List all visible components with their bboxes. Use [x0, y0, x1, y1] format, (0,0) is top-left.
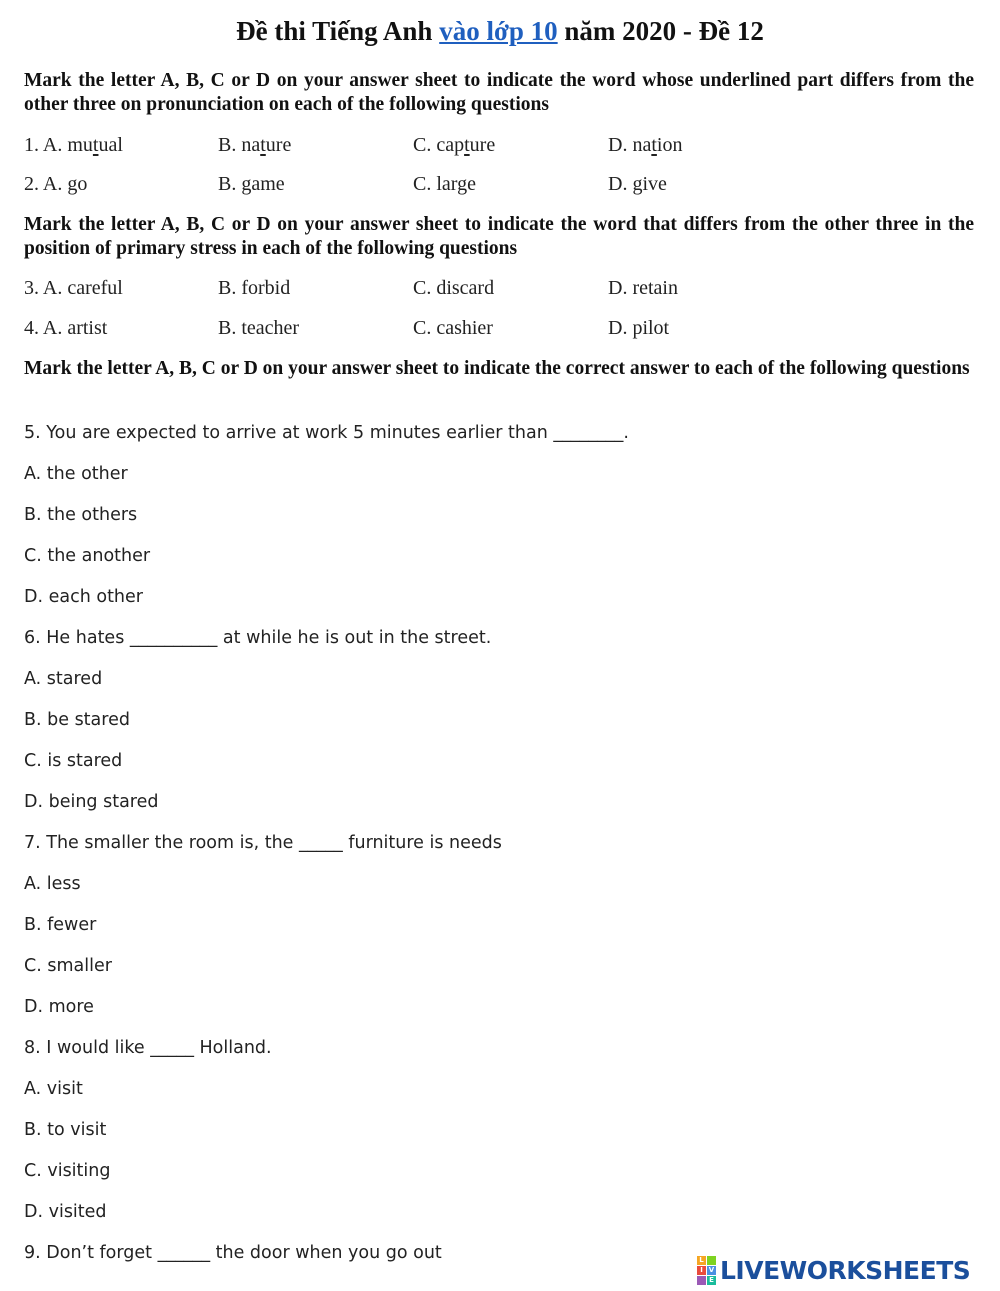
- page-title: [0, 16, 1000, 47]
- question-2-row: [24, 173, 974, 199]
- q6-option-b[interactable]: B. be stared: [24, 710, 130, 730]
- q1-option-a: 1. A. mutual: [24, 134, 123, 156]
- q2-option-a: 2. A. go: [24, 173, 88, 195]
- q4-option-d: D. pilot: [608, 317, 670, 339]
- q7-option-a[interactable]: A. less: [24, 874, 81, 894]
- q1-option-d: D. nation: [608, 134, 683, 156]
- q8-option-d[interactable]: D. visited: [24, 1202, 107, 1222]
- q4-option-c: C. cashier: [413, 317, 493, 339]
- logo-tile: [707, 1256, 716, 1265]
- logo-tile: I: [697, 1266, 706, 1275]
- question-3-row: [24, 277, 974, 303]
- q3-option-a: 3. A. careful: [24, 277, 123, 299]
- instruction-pronunciation: Mark the letter A, B, C or D on your answer sheet to indicate the word whose underlined part differs from the other three on pronunciation on each of the following questions: [24, 70, 974, 115]
- q6-option-d[interactable]: D. being stared: [24, 792, 159, 812]
- q1-option-c: C. capture: [413, 134, 496, 156]
- q4-option-a: 4. A. artist: [24, 317, 108, 339]
- q4-option-b: B. teacher: [218, 317, 300, 339]
- title-suffix: năm 2020 - Đề 12: [557, 16, 764, 46]
- q8-option-a[interactable]: A. visit: [24, 1079, 83, 1099]
- liveworksheets-wordmark: LIVEWORKSHEETS: [720, 1255, 971, 1285]
- q5-option-a[interactable]: A. the other: [24, 464, 128, 484]
- q7-option-b[interactable]: B. fewer: [24, 915, 97, 935]
- q6-option-a[interactable]: A. stared: [24, 669, 103, 689]
- instruction-correct-answer: Mark the letter A, B, C or D on your answer sheet to indicate the correct answer to each of the following questions: [24, 358, 970, 379]
- logo-tile: L: [697, 1256, 706, 1265]
- q7-option-c[interactable]: C. smaller: [24, 956, 112, 976]
- q5-option-d[interactable]: D. each other: [24, 587, 143, 607]
- q2-option-c: C. large: [413, 173, 476, 195]
- q8-option-b[interactable]: B. to visit: [24, 1120, 107, 1140]
- liveworksheets-logo[interactable]: [697, 1253, 970, 1287]
- q3-option-b: B. forbid: [218, 277, 291, 299]
- q5-option-b[interactable]: B. the others: [24, 505, 138, 525]
- title-prefix: Đề thi Tiếng Anh: [236, 16, 440, 46]
- question-1-row: [24, 134, 974, 160]
- question-4-row: [24, 317, 974, 343]
- q1-option-b: B. nature: [218, 134, 292, 156]
- q2-option-b: B. game: [218, 173, 285, 195]
- logo-tile: E: [707, 1276, 716, 1285]
- q6-option-c[interactable]: C. is stared: [24, 751, 123, 771]
- q3-option-d: D. retain: [608, 277, 678, 299]
- question-9-text: 9. Don’t forget ______ the door when you go out: [24, 1243, 442, 1263]
- q7-option-d[interactable]: D. more: [24, 997, 94, 1017]
- q5-option-c[interactable]: C. the another: [24, 546, 151, 566]
- logo-tile: [697, 1276, 706, 1285]
- q8-option-c[interactable]: C. visiting: [24, 1161, 111, 1181]
- q3-option-c: C. discard: [413, 277, 495, 299]
- question-6-text: 6. He hates __________ at while he is out in the street.: [24, 628, 492, 648]
- question-7-text: 7. The smaller the room is, the _____ furniture is needs: [24, 833, 502, 853]
- instruction-stress: Mark the letter A, B, C or D on your answer sheet to indicate the word that differs from the other three in the position of primary stress in each of the following questions: [24, 214, 974, 259]
- q2-option-d: D. give: [608, 173, 667, 195]
- logo-tile: V: [708, 1265, 715, 1274]
- liveworksheets-icon: [697, 1256, 716, 1285]
- question-8-text: 8. I would like _____ Holland.: [24, 1038, 272, 1058]
- question-5-text: 5. You are expected to arrive at work 5 minutes earlier than ________.: [24, 423, 629, 443]
- title-link[interactable]: vào lớp 10: [439, 16, 558, 46]
